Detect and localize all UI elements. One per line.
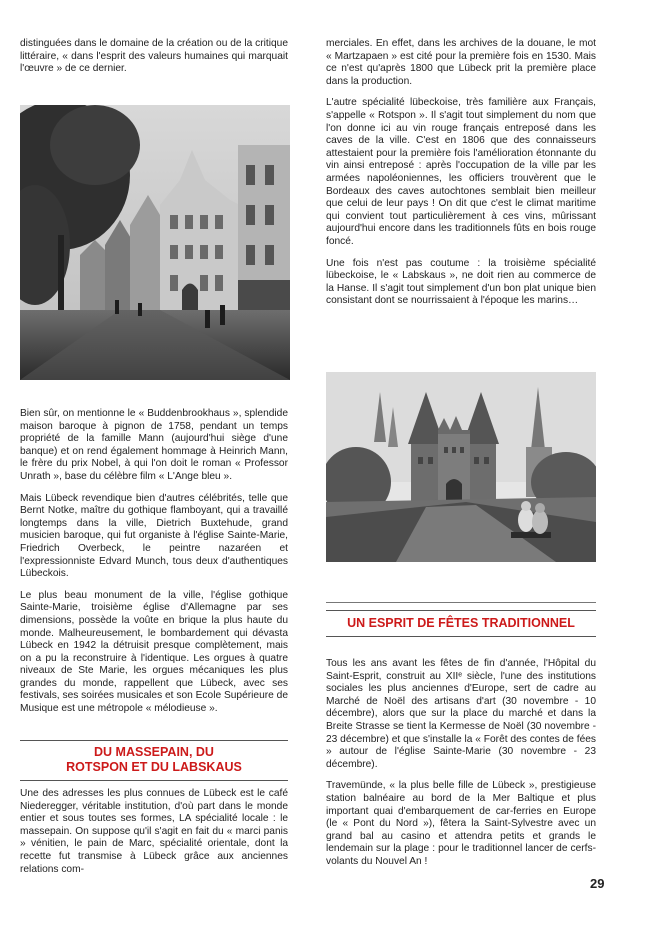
right-column	[326, 38, 596, 317]
section-heading-fetes	[326, 610, 596, 637]
left-column-lower	[20, 408, 288, 725]
labskaus-paragraph: Une fois n'est pas coutume : la troisième spécialité lübeckoise, le « Labskaus », ne doit rien au commerce de la Hanse. Il s'agit tout simplement d'un bon plat unique bien consistant dont se nourrissaient à l'époque les marins…	[326, 257, 596, 307]
section-heading-fetes-text: UN ESPRIT DE FÊTES TRADITIONNEL	[347, 616, 575, 630]
intro-paragraph: distinguées dans le domaine de la création ou de la critique littéraire, « dans l'esprit des valeurs humaines qui marquait l'œuvre » de ce dernier.	[20, 38, 288, 75]
celebrities-paragraph: Mais Lübeck revendique bien d'autres célébrités, telle que Bernt Notke, maître du gothique flamboyant, qui a travaillé longtemps dans la ville, Dietrich Buxtehude, grand musicien baroque, qui fut organiste à l'église Sainte-Marie, Friedrich Overbeck, le peintre nazaréen et l'expressionniste Edvard Munch, tous deux d'authentiques Lübeckois.	[20, 492, 288, 580]
martzapaen-paragraph: merciales. En effet, dans les archives de la douane, le mot « Martzapaen » est cité pour la première fois en 1530. Mais ce n'est qu'après 1800 que Lübeck prit la première place dans la production.	[326, 38, 596, 87]
holstentor-photo-graphic	[326, 372, 596, 562]
travemunde-paragraph: Travemünde, « la plus belle fille de Lübeck », prestigieuse station balnéaire au bord de la Mer Baltique et plus important quai d'embarquement de car-ferries en Europe (le « Pont du Nord »), fêtera la Saint-Sylvestre avec un grand bal au casino et attendra petits et grands le lendemain sur la plage : pour le traditionnel lancer de cerfs-volants du Nouvel An !	[326, 780, 596, 867]
left-column-bottom	[20, 788, 288, 885]
street-photo	[20, 105, 290, 380]
street-photo-graphic	[20, 105, 290, 380]
massepain-paragraph: Une des adresses les plus connues de Lübeck est le café Niederegger, véritable institution, d'où part dans le monde entier et sous toutes ses formes, LA spécialité locale : le massepain. On suppose qu'il s'agit en fait du « marci panis » vénitien, le pain de Marc, spécialité orientale, dont la recette fut transmise à Lübeck grâce aux anciennes relations com-	[20, 788, 288, 875]
right-divider	[326, 602, 596, 603]
section-heading-massepain-text: DU MASSEPAIN, DU ROTSPON ET DU LABSKAUS	[66, 745, 242, 774]
hopital-paragraph: Tous les ans avant les fêtes de fin d'année, l'Hôpital du Saint-Esprit, construit au XIIᵉ siècle, l'une des institutions sociales les plus anciennes d'Europe, sert de cadre au Marché de Noël des artisans d'art (30 novembre - 10 décembre), alors que sur la place du marché et dans la Breite Strasse se tient la Kermesse de Noël (30 novembre - 23 décembre) et que s'installe la « Forêt des contes de fées » autour de l'église Sainte-Marie (30 novembre - 23 décembre).	[326, 658, 596, 770]
section-heading-massepain	[20, 740, 288, 781]
buddenbrook-paragraph: Bien sûr, on mentionne le « Buddenbrookhaus », splendide maison baroque à pignon de 1758, pendant un temps propriété de la famille Mann (aujourd'hui siège d'une banque) et on rend également hommage à Heinrich Mann, le frère du prix Nobel, à qui l'on doit le roman « Professor Unrath », base du célèbre film « L'Ange bleu ».	[20, 408, 288, 482]
sainte-marie-paragraph: Le plus beau monument de la ville, l'église gothique Sainte-Marie, troisième église d'Allemagne par ses dimensions, possède la voûte en brique la plus haute du monde. Malheureusement, le bombardement qui dévasta Lübeck en 1942 la détruisit presque complètement, mais on a pu la reconstruire à l'identique. Les orgues à quatre niveaux de Ste Marie, les orgues mécaniques les plus grandes du monde, rappellent que Lübeck, avec ses festivals, ses soirées musicales et son Ecole Supérieure de Musique est une métropole « mélodieuse ».	[20, 589, 288, 715]
page-number: 29	[590, 876, 605, 891]
rotspon-paragraph: L'autre spécialité lübeckoise, très familière aux Français, s'appelle « Rotspon ». Il s'agit tout simplement du nom que l'on donne ici au vin rouge français entreposé dans les caves de la ville. C'est en 1806 que des connaisseurs attestaient pour la première fois l'amélioration étonnante du vin ainsi entreposé : après l'occupation de la ville par les armées napoléoniennes, les officiers trouvèrent que le Bordeaux des caves autochtones semblait bien meilleur que celui de leur pays ! On dit que c'est le climat maritime qui convient tout particulièrement à ces vins, mûrissant aujourd'hui encore dans les traditionnels fûts en bois rouge foncé.	[326, 97, 596, 247]
left-column	[20, 38, 288, 85]
right-column-bottom	[326, 658, 596, 878]
holstentor-photo	[326, 372, 596, 562]
